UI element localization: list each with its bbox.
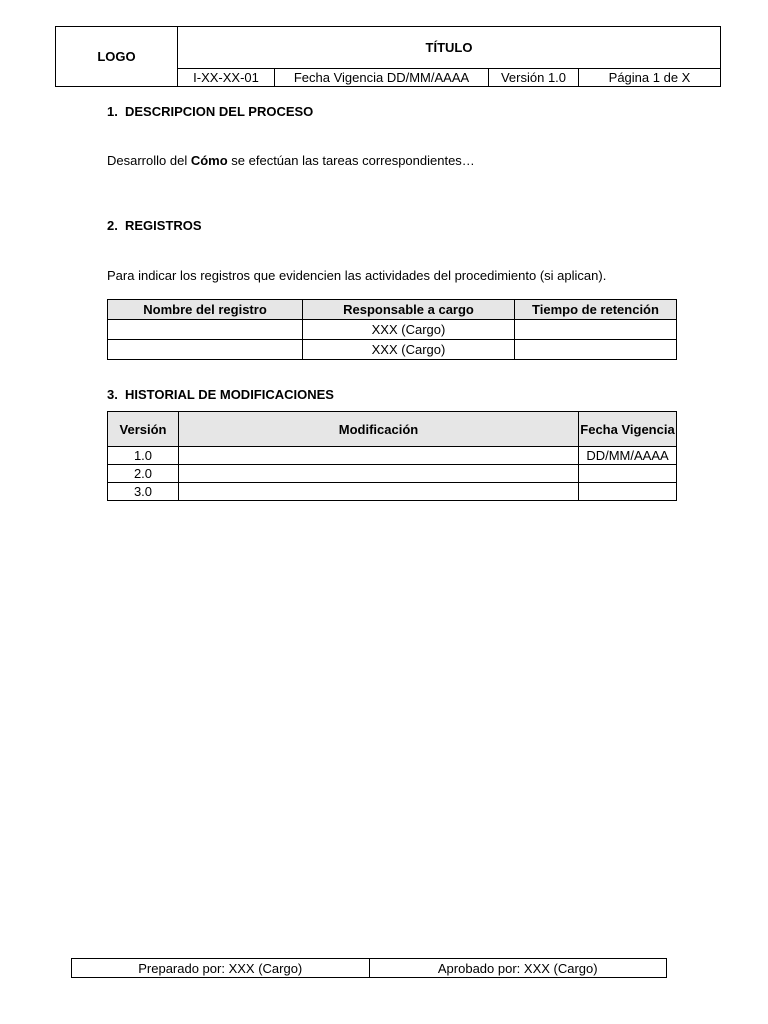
records-paragraph: Para indicar los registros que evidencien las actividades del procedimiento (si aplican).	[107, 268, 607, 283]
prepared-by: Preparado por: XXX (Cargo)	[72, 959, 370, 978]
document-footer	[71, 958, 667, 978]
table-cell	[515, 340, 677, 360]
table-cell	[179, 465, 579, 483]
table-cell	[179, 483, 579, 501]
table-cell	[108, 340, 303, 360]
section-title: DESCRIPCION DEL PROCESO	[125, 104, 314, 119]
table-cell	[108, 320, 303, 340]
table-cell: 3.0	[108, 483, 179, 501]
column-header: Modificación	[179, 412, 579, 447]
records-table	[107, 299, 677, 360]
table-cell	[579, 465, 677, 483]
logo-placeholder: LOGO	[56, 27, 178, 87]
column-header: Nombre del registro	[108, 300, 303, 320]
paragraph-emphasis: Cómo	[190, 153, 228, 168]
table-row	[108, 340, 677, 360]
history-table	[107, 411, 677, 501]
document-header	[55, 26, 721, 87]
table-cell: XXX (Cargo)	[303, 320, 515, 340]
section-title: REGISTROS	[125, 218, 202, 233]
description-paragraph	[107, 153, 475, 168]
column-header: Tiempo de retención	[515, 300, 677, 320]
section-number: 3.	[107, 387, 118, 402]
document-version: Versión 1.0	[489, 69, 579, 87]
table-cell: DD/MM/AAAA	[579, 447, 677, 465]
section-heading-description	[107, 104, 313, 119]
section-number: 1.	[107, 104, 118, 119]
section-heading-records	[107, 218, 202, 233]
column-header: Responsable a cargo	[303, 300, 515, 320]
approved-by: Aprobado por: XXX (Cargo)	[369, 959, 667, 978]
table-cell: 2.0	[108, 465, 179, 483]
document-title: TÍTULO	[178, 27, 721, 69]
table-row	[108, 320, 677, 340]
table-row	[108, 465, 677, 483]
document-code: I-XX-XX-01	[178, 69, 275, 87]
table-cell: 1.0	[108, 447, 179, 465]
paragraph-text: se efectúan las tareas correspondientes…	[227, 153, 475, 168]
section-number: 2.	[107, 218, 118, 233]
column-header: Fecha Vigencia	[579, 412, 677, 447]
table-row	[108, 483, 677, 501]
page-number: Página 1 de X	[579, 69, 721, 87]
paragraph-text: Desarrollo del	[107, 153, 191, 168]
section-title: HISTORIAL DE MODIFICACIONES	[125, 387, 334, 402]
column-header: Versión	[108, 412, 179, 447]
validity-date: Fecha Vigencia DD/MM/AAAA	[275, 69, 489, 87]
table-cell	[579, 483, 677, 501]
section-heading-history	[107, 387, 334, 402]
table-cell	[515, 320, 677, 340]
table-row	[108, 447, 677, 465]
table-cell	[179, 447, 579, 465]
table-cell: XXX (Cargo)	[303, 340, 515, 360]
